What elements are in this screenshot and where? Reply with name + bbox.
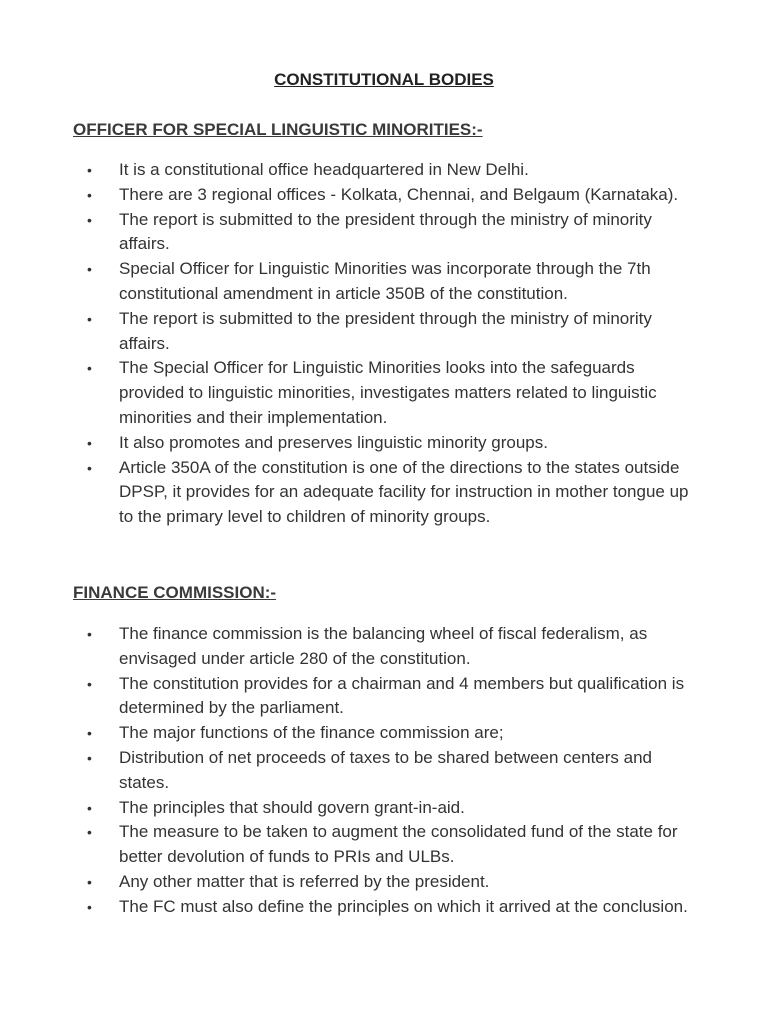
list-item xyxy=(0,820,694,870)
list-item xyxy=(0,158,694,183)
bullet-list-finance-commission xyxy=(0,622,768,920)
list-item-text: Article 350A of the constitution is one of the directions to the states outside DPSP, it provides for an adequate facility for instruction in mother tongue up to the primary level to children of minority groups. xyxy=(119,457,689,527)
bullet-icon: • xyxy=(87,749,92,766)
bullet-icon: • xyxy=(87,799,92,816)
list-item-text: The report is submitted to the president through the ministry of minority affairs. xyxy=(119,308,652,353)
list-item xyxy=(0,796,694,821)
list-item-text: The measure to be taken to augment the consolidated fund of the state for better devolution of funds to PRIs and ULBs. xyxy=(119,822,678,867)
section-heading-linguistic-minorities: OFFICER FOR SPECIAL LINGUISTIC MINORITIES:- xyxy=(73,120,483,139)
bullet-icon: • xyxy=(87,675,92,692)
list-item-text: There are 3 regional offices - Kolkata, Chennai, and Belgaum (Karnataka). xyxy=(119,184,679,204)
list-item-text: The Special Officer for Linguistic Minorities looks into the safeguards provided to linguistic minorities, investigates matters related to linguistic minorities and their implementation. xyxy=(119,358,657,427)
list-item xyxy=(0,746,694,796)
bullet-icon: • xyxy=(87,459,92,476)
bullet-icon: • xyxy=(87,261,92,278)
list-item-text: The principles that should govern grant-in-aid. xyxy=(119,797,465,817)
bullet-icon: • xyxy=(87,898,92,915)
bullet-list-linguistic-minorities xyxy=(0,158,768,530)
list-item xyxy=(0,456,694,530)
list-item xyxy=(0,257,694,307)
list-item-text: The constitution provides for a chairman and 4 members but qualification is determined by the parliament. xyxy=(119,673,685,718)
list-item xyxy=(0,870,694,895)
list-item xyxy=(0,208,694,258)
list-item xyxy=(0,672,694,722)
list-item-text: Any other matter that is referred by the president. xyxy=(119,871,490,891)
bullet-icon: • xyxy=(87,434,92,451)
list-item-text: The FC must also define the principles on which it arrived at the conclusion. xyxy=(119,896,688,916)
list-item-text: It is a constitutional office headquartered in New Delhi. xyxy=(119,160,529,179)
bullet-icon: • xyxy=(87,360,92,377)
list-item xyxy=(0,307,694,357)
list-item xyxy=(0,431,694,456)
bullet-icon: • xyxy=(87,626,92,642)
bullet-icon: • xyxy=(87,162,92,178)
bullet-icon: • xyxy=(87,873,92,890)
list-item-text: Distribution of net proceeds of taxes to be shared between centers and states. xyxy=(119,747,652,792)
list-item xyxy=(0,183,694,208)
list-item-text: It also promotes and preserves linguistic minority groups. xyxy=(119,432,548,452)
list-item xyxy=(0,895,694,920)
list-item xyxy=(0,356,694,430)
bullet-icon: • xyxy=(87,725,92,742)
list-item-text: The major functions of the finance commission are; xyxy=(119,723,504,743)
list-item-text: The finance commission is the balancing wheel of fiscal federalism, as envisaged under article 280 of the constitution. xyxy=(119,624,648,668)
document-title: CONSTITUTIONAL BODIES xyxy=(274,70,494,89)
list-item-text: The report is submitted to the president through the ministry of minority affairs. xyxy=(119,209,652,254)
bullet-icon: • xyxy=(87,310,92,327)
section-heading-finance-commission: FINANCE COMMISSION:- xyxy=(73,583,277,602)
list-item-text: Special Officer for Linguistic Minorities was incorporate through the 7th constitutional amendment in article 350B of the constitution. xyxy=(119,259,651,303)
bullet-icon: • xyxy=(87,211,92,228)
bullet-icon: • xyxy=(87,186,92,203)
bullet-icon: • xyxy=(87,824,92,841)
list-item xyxy=(0,721,694,746)
list-item xyxy=(0,622,694,672)
